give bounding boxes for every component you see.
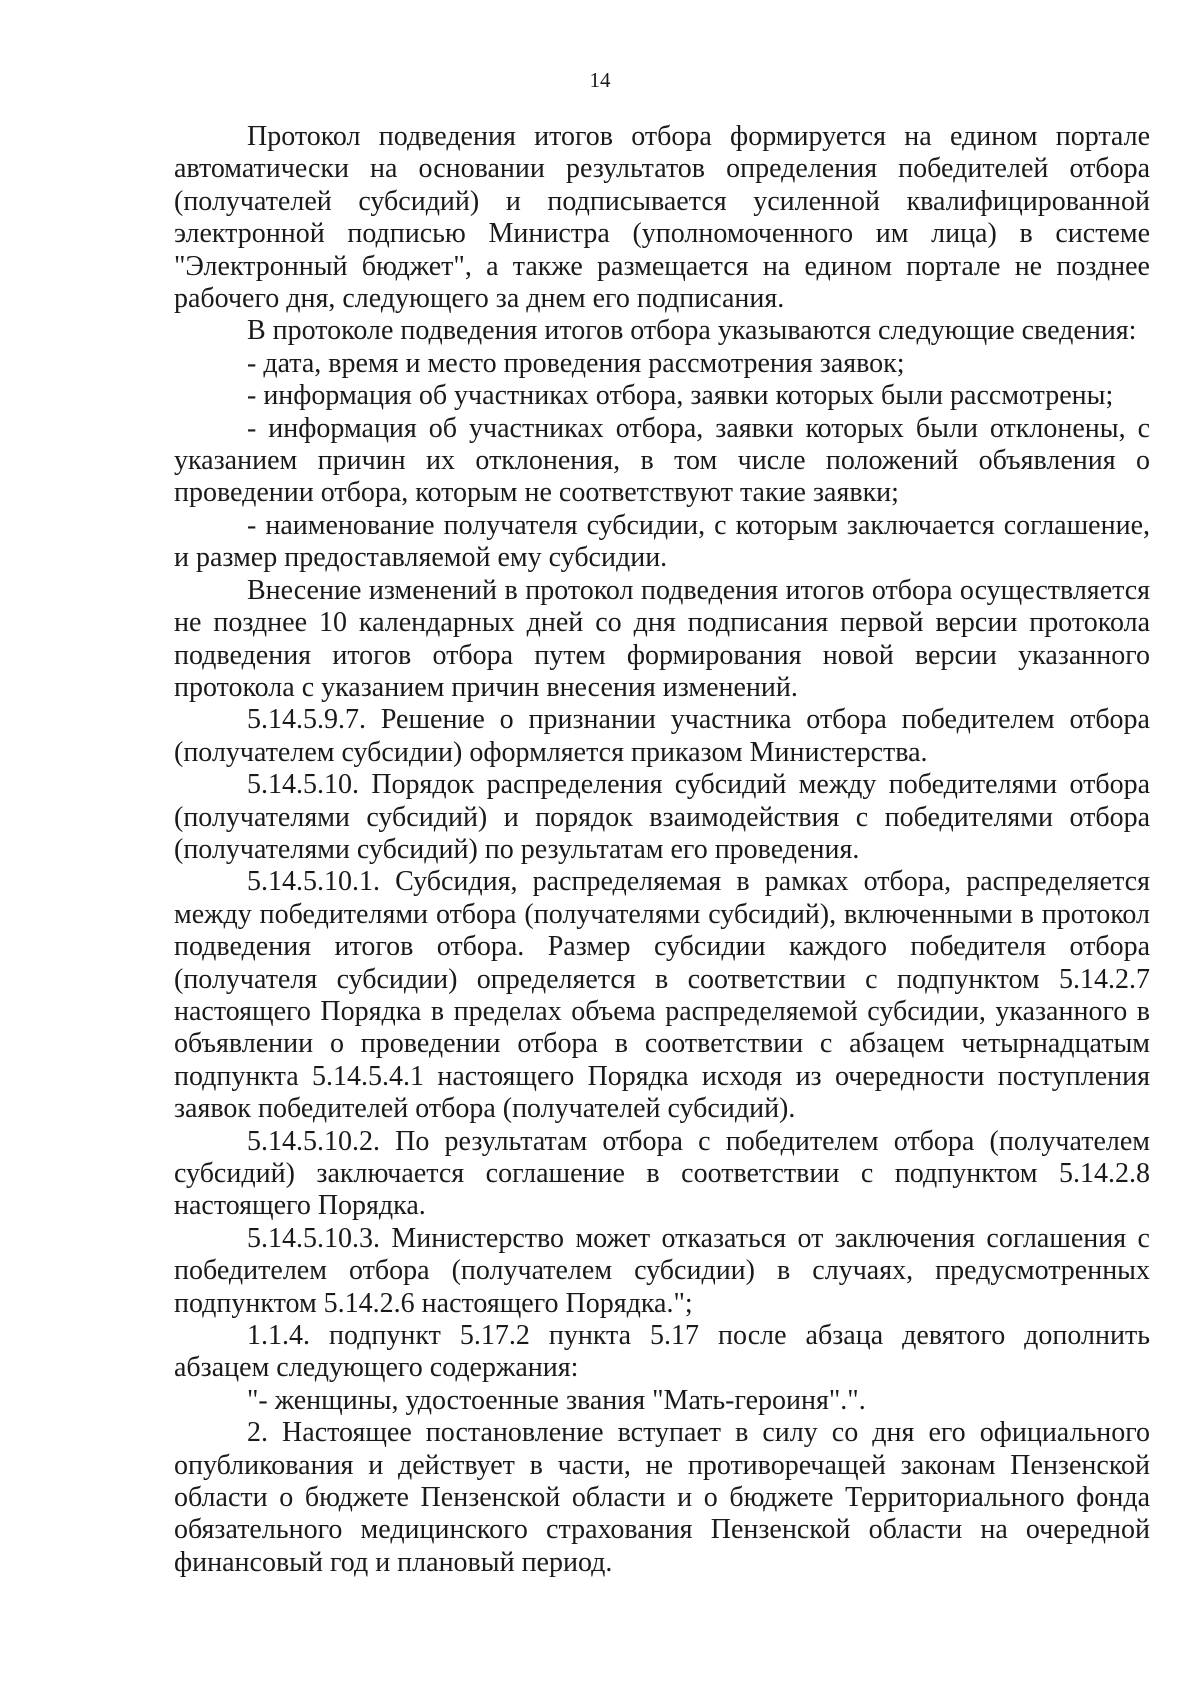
clause-1-1-4: 1.1.4. подпункт 5.17.2 пункта 5.17 после абзаца девятого дополнить абзацем следующего содержания: [174,1320,1150,1384]
clause-5-14-5-10-3: 5.14.5.10.3. Министерство может отказаться от заключения соглашения с победителем отбора (получателем субсидии) в случаях, предусмотренных подпунктом 5.14.2.6 настоящего Порядка."; [174,1222,1150,1319]
clause-5-14-5-10-2: 5.14.5.10.2. По результатам отбора с победителем отбора (получателем субсидий) заключается соглашение в соответствии с подпунктом 5.14.2.8 настоящего Порядка. [174,1125,1150,1222]
list-item-rejected-participants: - информация об участниках отбора, заявки которых были отклонены, с указанием причин их отклонения, в том числе положений объявления о проведении отбора, которым не соответствуют такие заявки; [174,412,1150,509]
clause-5-14-5-10: 5.14.5.10. Порядок распределения субсидий между победителями отбора (получателями субсидий) и порядок взаимодействия с победителями отбора (получателями субсидий) по результатам его проведения. [174,769,1150,865]
list-item-date-time-place: - дата, время и место проведения рассмотрения заявок; [247,347,905,379]
paragraph-protocol-formation: Протокол подведения итогов отбора формируется на едином портале автоматически на основании результатов определения победителей отбора (получателей субсидий) и подписывается усиленной квалифицированной электронной подписью Министра (уполномоченного им лица) в системе "Электронный бюджет", а также размещается на едином портале не позднее рабочего дня, следующего за днем его подписания. [174,121,1150,315]
list-item-recipient-name: - наименование получателя субсидии, с которым заключается соглашение, и размер предоставляемой ему субсидии. [174,509,1150,574]
page-number: 14 [589,68,611,92]
document-body [174,121,1150,1579]
list-item-considered-participants: - информация об участниках отбора, заявки которых были рассмотрены; [247,380,1114,412]
paragraph-protocol-contents-intro: В протоколе подведения итогов отбора указываются следующие сведения: [247,315,1137,347]
clause-5-14-5-10-1: 5.14.5.10.1. Субсидия, распределяемая в рамках отбора, распределяется между победителями отбора (получателями субсидий), включенными в протокол подведения итогов отбора. Размер субсидии каждого победителя отбора (получателя субсидии) определяется в соответствии с подпунктом 5.14.2.7 настоящего Порядка в пределах объема распределяемой субсидии, указанного в объявлении о проведении отбора в соответствии с абзацем четырнадцатым подпункта 5.14.5.4.1 настоящего Порядка исходя из очередности поступления заявок победителей отбора (получателей субсидий). [174,866,1150,1125]
quoted-addition-mother-heroine: "- женщины, удостоенные звания "Мать-героиня".". [247,1384,866,1416]
paragraph-protocol-amendments: Внесение изменений в протокол подведения итогов отбора осуществляется не позднее 10 календарных дней со дня подписания первой версии протокола подведения итогов отбора путем формирования новой версии указанного протокола с указанием причин внесения изменений. [174,574,1150,703]
clause-5-14-5-9-7: 5.14.5.9.7. Решение о признании участника отбора победителем отбора (получателем субсидии) оформляется приказом Министерства. [174,704,1150,768]
clause-2-entry-into-force: 2. Настоящее постановление вступает в силу со дня его официального опубликования и действует в части, не противоречащей законам Пензенской области о бюджете Пензенской области и о бюджете Территориального фонда обязательного медицинского страхования Пензенской области на очередной финансовый год и плановый период. [174,1417,1150,1578]
